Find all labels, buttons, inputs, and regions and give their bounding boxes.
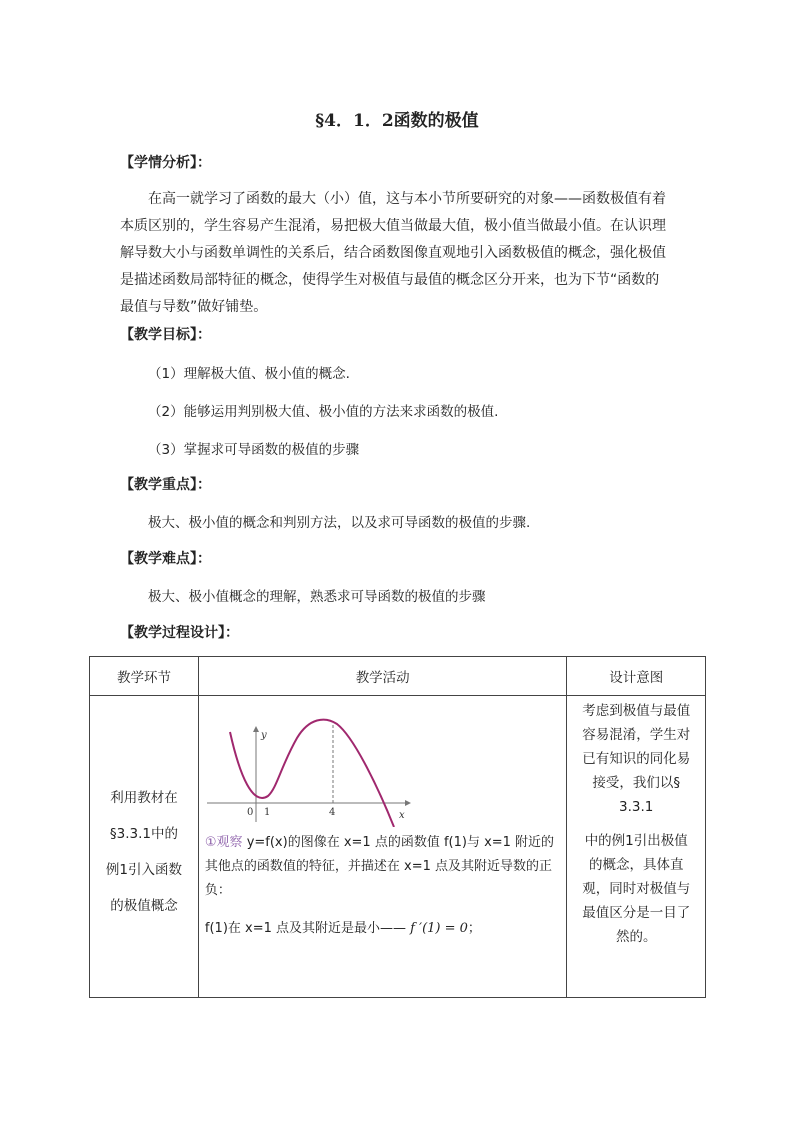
header-intent: 设计意图 <box>567 657 706 696</box>
analysis-line: 本质区别的，学生容易产生混淆，易把极大值当做最大值，极小值当做最小值。在认识理 <box>120 218 666 234</box>
intent-line: 考虑到极值与最值 <box>582 703 691 719</box>
intent-line: 已有知识的同化易 <box>582 751 691 767</box>
intent-line: 中的例1引出极值 <box>584 833 688 849</box>
process-heading: 【教学过程设计】： <box>120 625 239 641</box>
analysis-line: 在高一就学习了函数的最大（小）值，这与本小节所要研究的对象——函数极值有着 <box>148 191 666 207</box>
tick-label-4: 4 <box>328 807 336 818</box>
x-axis-arrow <box>405 800 411 806</box>
table-row <box>90 696 706 998</box>
goals-heading: 【教学目标】： <box>120 327 211 343</box>
observe-paragraph <box>205 831 561 903</box>
formula-suffix: ； <box>467 921 481 936</box>
formula-math: f ′(1) = 0 <box>410 921 468 936</box>
goal-item: （3）掌握求可导函数的极值的步骤 <box>148 442 360 458</box>
formula-line <box>205 917 561 936</box>
stage-line: 例1引入函数 <box>105 862 182 878</box>
table-header-row <box>90 657 706 696</box>
difficulties-text: 极大、极小值概念的理解，熟悉求可导函数的极值的步骤 <box>148 589 486 605</box>
key-points-heading: 【教学重点】： <box>120 477 211 493</box>
stage-line: 的极值概念 <box>110 898 178 914</box>
analysis-line: 最值与导数”做好铺垫。 <box>120 299 268 315</box>
analysis-line: 解导数大小与函数单调性的关系后，结合函数图像直观地引入函数极值的概念，强化极值 <box>120 245 666 261</box>
analysis-line: 是描述函数局部特征的概念，使得学生对极值与最值的概念区分开来，也为下节“函数的 <box>120 272 660 288</box>
difficulties-heading: 【教学难点】： <box>120 551 211 567</box>
function-curve <box>230 720 394 827</box>
intent-line: 3.3.1 <box>619 799 654 815</box>
analysis-heading: 【学情分析】： <box>120 155 211 171</box>
header-stage: 教学环节 <box>90 657 199 696</box>
intent-cell <box>567 696 706 998</box>
stage-cell <box>90 696 199 998</box>
process-table <box>89 656 706 998</box>
goal-item: （1）理解极大值、极小值的概念. <box>148 366 350 382</box>
key-points-text: 极大、极小值的概念和判别方法，以及求可导函数的极值的步骤. <box>148 515 531 531</box>
intent-line: 观，同时对极值与 <box>582 881 691 897</box>
intent-line: 接受，我们以§ <box>592 775 681 791</box>
tick-label-1: 1 <box>263 807 271 818</box>
page-title: §4．1．2函数的极值 <box>315 111 479 131</box>
header-activity: 教学活动 <box>198 657 567 696</box>
x-label: x <box>398 810 405 821</box>
formula-prefix: f(1)在 x=1 点及其附近是最小—— <box>204 921 407 936</box>
observe-text: y=f(x)的图像在 x=1 点的函数值 f(1)与 x=1 附近的其他点的函数值的特征，并描述在 x=1 点及其附近导数的正负： <box>204 835 555 898</box>
observe-mark: ①观察 <box>204 835 243 850</box>
y-label: y <box>260 730 267 741</box>
function-graph <box>205 702 415 827</box>
stage-line: 利用教材在 <box>110 790 178 806</box>
intent-line: 容易混淆，学生对 <box>582 727 691 743</box>
origin-label: 0 <box>246 807 254 818</box>
intent-line: 最值区分是一目了 <box>582 905 691 921</box>
activity-cell <box>198 696 567 998</box>
y-axis-arrow <box>253 726 259 732</box>
intent-line: 的概念，具体直 <box>588 857 684 873</box>
goal-item: （2）能够运用判别极大值、极小值的方法来求函数的极值. <box>148 404 499 420</box>
intent-line: 然的。 <box>615 929 657 945</box>
analysis-paragraph <box>120 186 675 321</box>
stage-line: §3.3.1中的 <box>109 826 178 842</box>
